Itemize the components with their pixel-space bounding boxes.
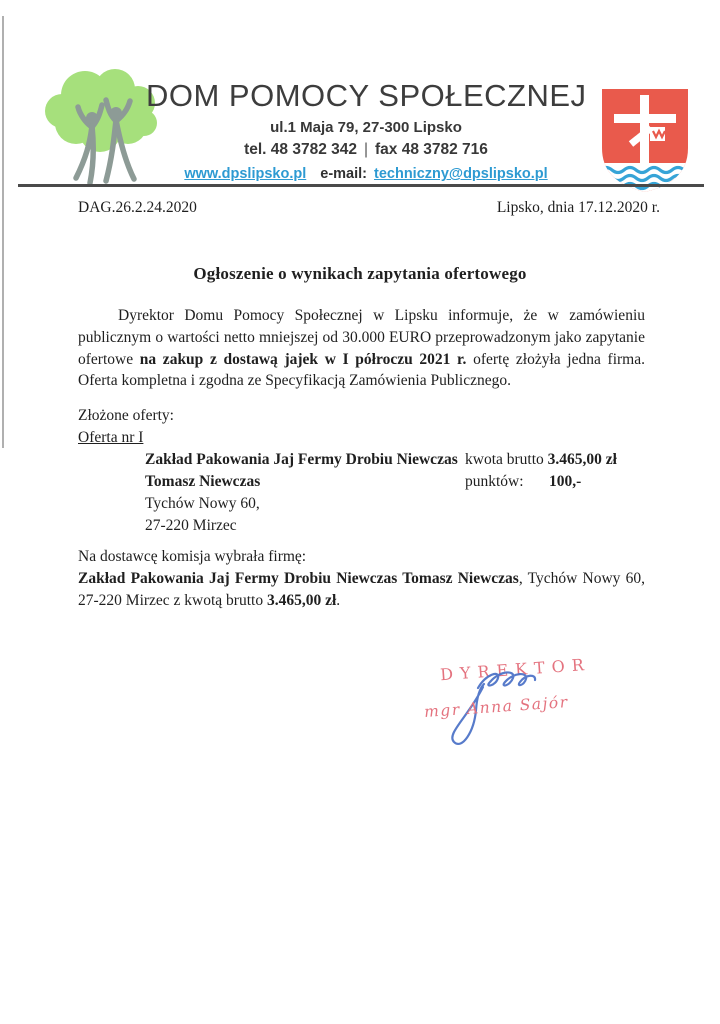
signature-area (408, 648, 608, 763)
intro-text-1: Dyrektor Domu Pomocy Społecznej w Lipsku informuje, że w zamówieniu publicznym o wartości netto mniejszej od 30.000 EURO przeprowadzonym jako zapytanie ofertowe (78, 307, 645, 368)
points-label: punktów: (465, 473, 524, 490)
org-phone: tel. 48 3782 342 (244, 141, 357, 158)
email-label: e-mail: (320, 166, 367, 182)
selection-heading: Na dostawcę komisja wybrała firmę: (78, 548, 307, 565)
offer-points-row (465, 471, 617, 493)
org-phone-fax (146, 141, 586, 159)
org-fax: fax 48 3782 716 (375, 141, 488, 158)
offer-street: Tychów Nowy 60, (145, 495, 260, 512)
place-and-date: Lipsko, dnia 17.12.2020 r. (496, 199, 660, 216)
intro-paragraph (78, 305, 645, 392)
selection-text-end: . (336, 592, 341, 609)
phone-fax-separator: | (363, 141, 369, 158)
scan-artifact-line (2, 16, 4, 448)
selection-section (78, 546, 645, 612)
offer-company-line1: Zakład Pakowania Jaj Fermy Drobiu Niewczas (145, 451, 458, 468)
offers-section (78, 405, 645, 537)
email-link[interactable]: techniczny@dpslipsko.pl (374, 166, 548, 182)
intro-text-2: ofertę złożyła jedna firma. Oferta kompletna i zgodna ze Specyfikacją Zamówienia Publicznego. (78, 350, 645, 390)
offer-gross-row (465, 449, 617, 471)
gross-value: 3.465,00 zł (547, 451, 617, 468)
org-name: DOM POMOCY SPOŁECZNEJ (146, 78, 587, 113)
offer-score-block (465, 449, 617, 493)
offer-city: 27-220 Mirzec (145, 517, 237, 534)
points-value: 100,- (549, 473, 582, 490)
document-title: Ogłoszenie o wynikach zapytania ofertowego (193, 264, 527, 283)
selection-amount-bold: 3.465,00 zł (266, 592, 337, 609)
header-divider (18, 184, 704, 187)
lipsko-coat-of-arms-icon (598, 86, 692, 196)
offer-details (78, 449, 645, 537)
reference-row (78, 199, 660, 217)
selection-text-middle: , Tychów Nowy 60, 27-220 Mirzec z kwotą brutto (78, 570, 645, 609)
org-address: ul.1 Maja 79, 27-300 Lipsko (270, 119, 462, 136)
director-stamp-title: DYREKTOR (439, 654, 592, 685)
director-stamp-name: mgr Anna Sajór (423, 692, 570, 722)
offer-company-line2: Tomasz Niewczas (145, 473, 261, 490)
selected-company-bold: Zakład Pakowania Jaj Fermy Drobiu Niewczas Tomasz Niewczas (78, 570, 519, 587)
selection-paragraph (78, 568, 645, 612)
gross-label: kwota brutto (465, 451, 548, 468)
offer-number: Oferta nr I (78, 429, 144, 446)
org-web-line (146, 166, 586, 182)
website-link[interactable]: www.dpslipsko.pl (184, 166, 307, 182)
offers-heading: Złożone oferty: (78, 407, 174, 424)
case-number: DAG.26.2.24.2020 (78, 199, 197, 216)
intro-subject-bold: na zakup z dostawą jajek w I półroczu 2021 r. (139, 350, 467, 368)
letterhead-center (146, 78, 586, 182)
